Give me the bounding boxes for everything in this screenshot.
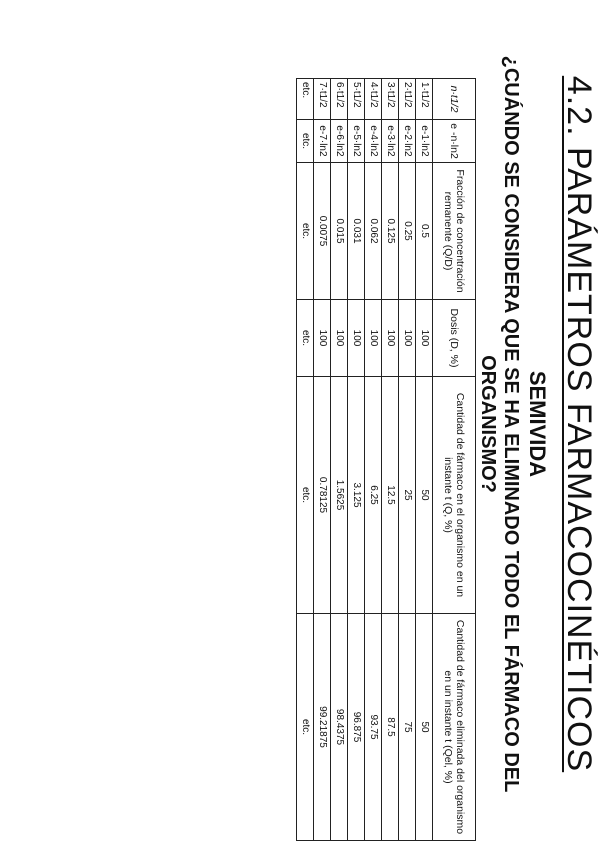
header-dose: Dosis (D, %) <box>433 300 476 377</box>
cell-fraction: 0.031 <box>348 163 365 300</box>
table-row <box>382 79 399 841</box>
cell-eliminated: etc. <box>297 614 314 841</box>
cell-n: 6·t1/2 <box>331 79 348 120</box>
cell-amount: 0.78125 <box>314 377 331 614</box>
cell-n: etc. <box>297 79 314 120</box>
cell-dose: 100 <box>314 300 331 377</box>
cell-amount: 1.5625 <box>331 377 348 614</box>
header-exp: e -n·ln2 <box>433 120 476 163</box>
cell-dose: 100 <box>331 300 348 377</box>
cell-exp: e-2·ln2 <box>399 120 416 163</box>
cell-exp: etc. <box>297 120 314 163</box>
table-header-row <box>433 79 476 841</box>
cell-eliminated: 87.5 <box>382 614 399 841</box>
cell-exp: e-3·ln2 <box>382 120 399 163</box>
cell-n: 7·t1/2 <box>314 79 331 120</box>
cell-exp: e-6·ln2 <box>331 120 348 163</box>
cell-fraction: 0.062 <box>365 163 382 300</box>
cell-amount: 12.5 <box>382 377 399 614</box>
cell-n: 5·t1/2 <box>348 79 365 120</box>
cell-eliminated: 96.875 <box>348 614 365 841</box>
cell-eliminated: 93.75 <box>365 614 382 841</box>
cell-fraction: 0.0075 <box>314 163 331 300</box>
cell-amount: 50 <box>416 377 433 614</box>
cell-amount: 25 <box>399 377 416 614</box>
page-title: 4.2. PARÁMETROS FARMACOCINÉTICOS <box>560 75 598 773</box>
cell-n: 1·t1/2 <box>416 79 433 120</box>
cell-dose: 100 <box>382 300 399 377</box>
cell-n: 3·t1/2 <box>382 79 399 120</box>
header-fraction: Fracción de concentración remanente (Q/D) <box>433 163 476 300</box>
cell-fraction: 0.5 <box>416 163 433 300</box>
header-n: n·t1/2 <box>433 79 476 120</box>
cell-amount: 6.25 <box>365 377 382 614</box>
cell-fraction: etc. <box>297 163 314 300</box>
section-subtitle: SEMIVIDA <box>525 370 550 478</box>
table-body <box>297 79 433 841</box>
header-eliminated: Cantidad de fármaco eliminada del organismo en un instante t (Qel, %) <box>433 614 476 841</box>
cell-amount: 3.125 <box>348 377 365 614</box>
cell-n: 4·t1/2 <box>365 79 382 120</box>
cell-eliminated: 99.21875 <box>314 614 331 841</box>
cell-eliminated: 50 <box>416 614 433 841</box>
cell-dose: 100 <box>399 300 416 377</box>
cell-exp: e-7·ln2 <box>314 120 331 163</box>
table-row <box>331 79 348 841</box>
table-row <box>314 79 331 841</box>
half-life-table <box>296 78 476 841</box>
table-row <box>348 79 365 841</box>
cell-dose: 100 <box>365 300 382 377</box>
cell-eliminated: 98.4375 <box>331 614 348 841</box>
cell-dose: etc. <box>297 300 314 377</box>
section-question: ¿CUÁNDO SE CONSIDERA QUE SE HA ELIMINADO TODO EL FÁRMACO DEL ORGANISMO? <box>477 55 522 793</box>
header-amount: Cantidad de fármaco en el organismo en un instante t (Q, %) <box>433 377 476 614</box>
cell-dose: 100 <box>348 300 365 377</box>
table-row <box>416 79 433 841</box>
cell-fraction: 0.125 <box>382 163 399 300</box>
cell-n: 2·t1/2 <box>399 79 416 120</box>
table-row <box>399 79 416 841</box>
table-row <box>365 79 382 841</box>
cell-fraction: 0.25 <box>399 163 416 300</box>
cell-exp: e-5·ln2 <box>348 120 365 163</box>
cell-exp: e-4·ln2 <box>365 120 382 163</box>
cell-amount: etc. <box>297 377 314 614</box>
cell-exp: e-1·ln2 <box>416 120 433 163</box>
cell-fraction: 0.015 <box>331 163 348 300</box>
table-row <box>297 79 314 841</box>
cell-dose: 100 <box>416 300 433 377</box>
cell-eliminated: 75 <box>399 614 416 841</box>
